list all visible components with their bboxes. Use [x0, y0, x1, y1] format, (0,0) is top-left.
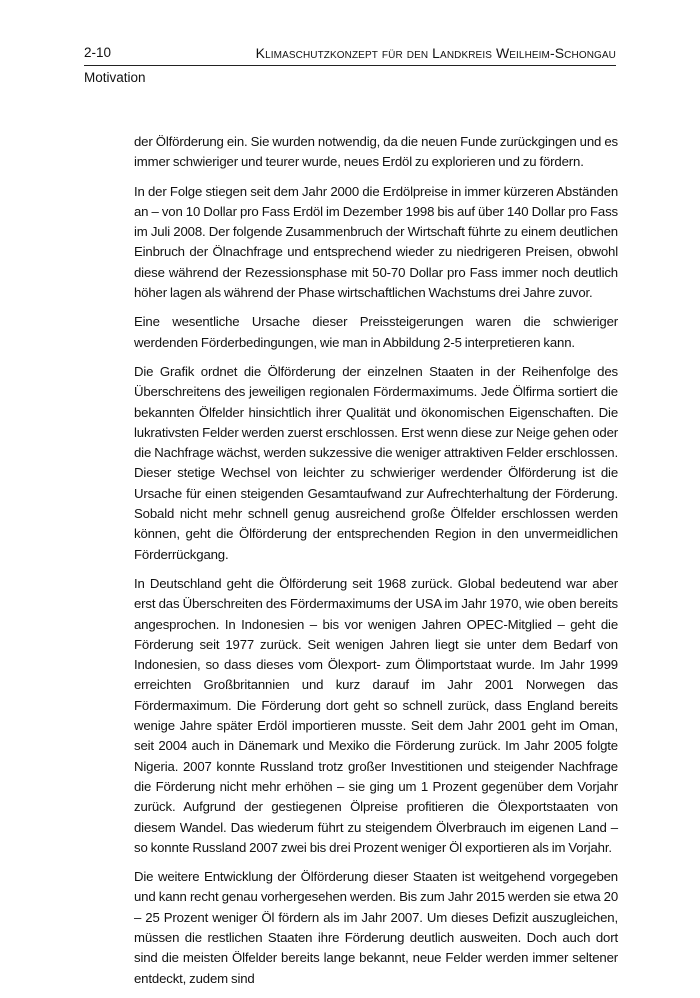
paragraph: Eine wesentliche Ursache dieser Preissteigerungen waren die schwieriger werdenden Förderbedingungen, wie man in Abbildung 2-5 interpretieren kann.	[134, 314, 618, 350]
running-title: Klimaschutzkonzept für den Landkreis Weilheim-Schongau	[255, 45, 616, 61]
body-text	[134, 132, 618, 998]
paragraph: Die Grafik ordnet die Ölförderung der einzelnen Staaten in der Reihenfolge des Überschreitens des jeweiligen regionalen Fördermaximums. Jede Ölfirma sortiert die bekannten Ölfelder hinsichtlich ihrer Qualität und ökonomischen Eigenschaften. Die lukrativsten Felder werden zuerst erschlossen. Erst wenn diese zur Neige gehen oder die Nachfrage wächst, werden sukzessive die weniger attraktiven Felder erschlossen. Dieser stetige Wechsel von leichter zu schwieriger werdender Ölförderung ist die Ursache für einen steigenden Gesamtaufwand zur Aufrechterhaltung der Förderung. Sobald nicht mehr schnell genug ausreichend große Ölfelder erschlossen werden können, geht die Ölförderung der entsprechenden Region in den unvermeidlichen Förderrückgang.	[134, 363, 618, 562]
section-label: Motivation	[84, 70, 146, 85]
page-number: 2-10	[84, 45, 112, 60]
paragraph: Die weitere Entwicklung der Ölförderung dieser Staaten ist weitgehend vorgegeben und kann recht genau vorhergesehen werden. Bis zum Jahr 2015 werden sie etwa 20 – 25 Prozent weniger Öl fördern als im Jahr 2007. Um dieses Defizit auszugleichen, müssen die restlichen Staaten ihre Förderung deutlich ausweiten. Doch auch dort sind die meisten Ölfelder bereits lange bekannt, neue Felder werden immer seltener entdeckt, zudem sind	[134, 869, 618, 986]
paragraph: In Deutschland geht die Ölförderung seit 1968 zurück. Global bedeutend war aber erst das Überschreiten des Fördermaximums der USA im Jahr 1970, wie oben bereits angesprochen. In Indonesien – bis vor wenigen Jahren OPEC-Mitglied – geht die Förderung seit 1977 zurück. Seit wenigen Jahren liegt sie unter dem Bedarf von Indonesien, so dass dieses vom Ölexport- zum Ölimportstaat wurde. Im Jahr 1999 erreichten Großbritannien und kurz darauf im Jahr 2001 Norwegen das Fördermaximum. Die Förderung dort geht so schnell zurück, dass England bereits wenige Jahre später Erdöl importieren musste. Seit dem Jahr 2001 geht im Oman, seit 2004 auch in Dänemark und Mexiko die Förderung zurück. Im Jahr 2005 folgte Nigeria. 2007 konnte Russland trotz großer Investitionen und steigender Nachfrage die Förderung nicht mehr erhöhen – sie ging um 1 Prozent gegenüber dem Vorjahr zurück. Aufgrund der gestiegenen Ölpreise profitieren die Ölexportstaaten von diesem Wandel. Das wiederum führt zu steigendem Ölverbrauch im eigenen Land – so konnte Russland 2007 zwei bis drei Prozent weniger Öl exportieren als im Vorjahr.	[134, 575, 618, 855]
page-header	[84, 43, 616, 66]
paragraph: der Ölförderung ein. Sie wurden notwendig, da die neuen Funde zurückgingen und es immer schwieriger und teurer wurde, neues Erdöl zu explorieren und zu fördern.	[134, 134, 618, 170]
paragraph: In der Folge stiegen seit dem Jahr 2000 die Erdölpreise in immer kürzeren Abständen an – von 10 Dollar pro Fass Erdöl im Dezember 1998 bis auf über 140 Dollar pro Fass im Juli 2008. Der folgende Zusammenbruch der Wirtschaft führte zu einem deutlichen Einbruch der Ölnachfrage und entsprechend wieder zu niedrigeren Preisen, obwohl diese während der Rezessionsphase mit 50-70 Dollar pro Fass immer noch deutlich höher lagen als während der Phase wirtschaftlichen Wachstums drei Jahre zuvor.	[134, 183, 618, 301]
